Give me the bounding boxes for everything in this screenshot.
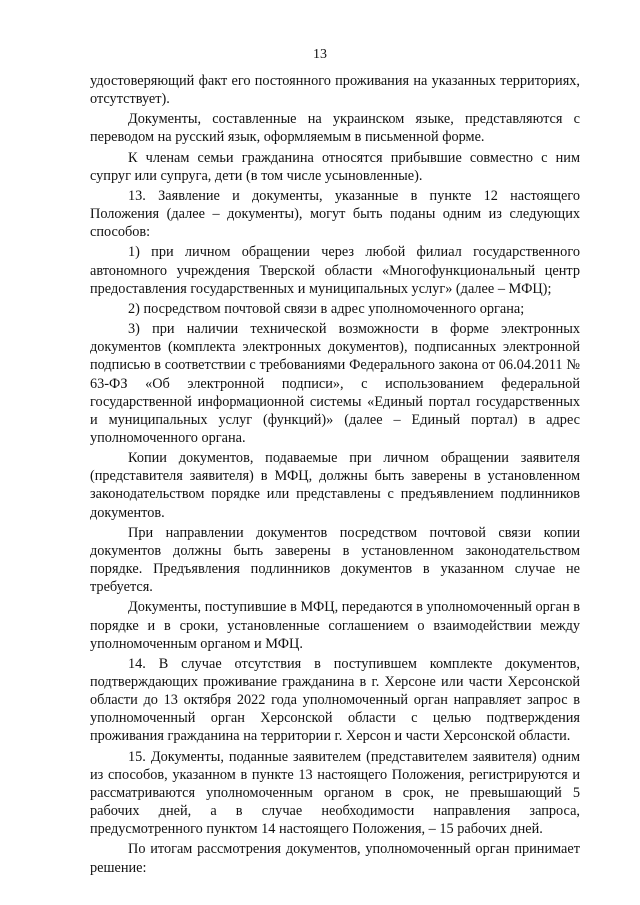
paragraph-mfc-transfer: Документы, поступившие в МФЦ, передаются в уполномоченный орган в порядке и в сроки, установленные соглашением о взаимодействии между уполномоченным органом и МФЦ. [90,599,580,652]
paragraph-item-13: 13. Заявление и документы, указанные в пункте 12 настоящего Положения (далее – документы), могут быть поданы одним из следующих способов: [90,187,580,241]
document-body [90,72,580,877]
paragraph-item-14: 14. В случае отсутствия в поступившем комплекте документов, подтверждающих проживание гражданина в г. Херсоне или части Херсонской области до 13 октября 2022 года уполномоченный орган направляет запрос в уполномоченный орган Херсонской области с целью подтверждения проживания гражданина на территории г. Херсон и части Херсонской области. [90,655,580,745]
paragraph-decision: По итогам рассмотрения документов, уполномоченный орган принимает решение: [90,841,580,876]
page-number: 13 [313,47,327,62]
paragraph-copies-post: При направлении документов посредством почтовой связи копии документов должны быть заверены в установленном законодательством порядке. Предъявления подлинников документов в указанном случае не требуется. [90,524,580,596]
paragraph-family-members: К членам семьи гражданина относятся прибывшие совместно с ним супруг или супруга, дети (в том числе усыновленные). [90,149,580,184]
paragraph-ukrainian-docs: Документы, составленные на украинском языке, представляются с переводом на русский язык, оформляемым в письменной форме. [90,111,580,146]
paragraph-continuation: удостоверяющий факт его постоянного проживания на указанных территориях, отсутствует). [90,73,580,108]
paragraph-item-13-1: 1) при личном обращении через любой филиал государственного автономного учреждения Тверской области «Многофункциональный центр предоставления государственных и муниципальных услуг» (далее – МФЦ); [90,244,580,297]
paragraph-item-13-3: 3) при наличии технической возможности в форме электронных документов (комплекта электронных документов), подписанных электронной подписью в соответствии с требованиями Федерального закона от 06.04.2011 № 63-ФЗ «Об электронной подписи», с использованием федеральной государственной информационной системы «Единый портал государственных и муниципальных услуг (функций)» (далее – Единый портал) в адрес уполномоченного органа. [90,321,580,446]
paragraph-item-13-2: 2) посредством почтовой связи в адрес уполномоченного органа; [128,300,525,317]
paragraph-item-15: 15. Документы, поданные заявителем (представителем заявителя) одним из способов, указанном в пункте 13 настоящего Положения, регистрируются и рассматриваются уполномоченным органом в срок, не превышающий 5 рабочих дней, а в случае необходимости направления запроса, предусмотренного пунктом 14 настоящего Положения, – 15 рабочих дней. [90,748,580,838]
paragraph-copies-mfc: Копии документов, подаваемые при личном обращении заявителя (представителя заявителя) в МФЦ, должны быть заверены в установленном законодательством порядке или представлены с предъявлением подлинников документов. [90,450,580,521]
